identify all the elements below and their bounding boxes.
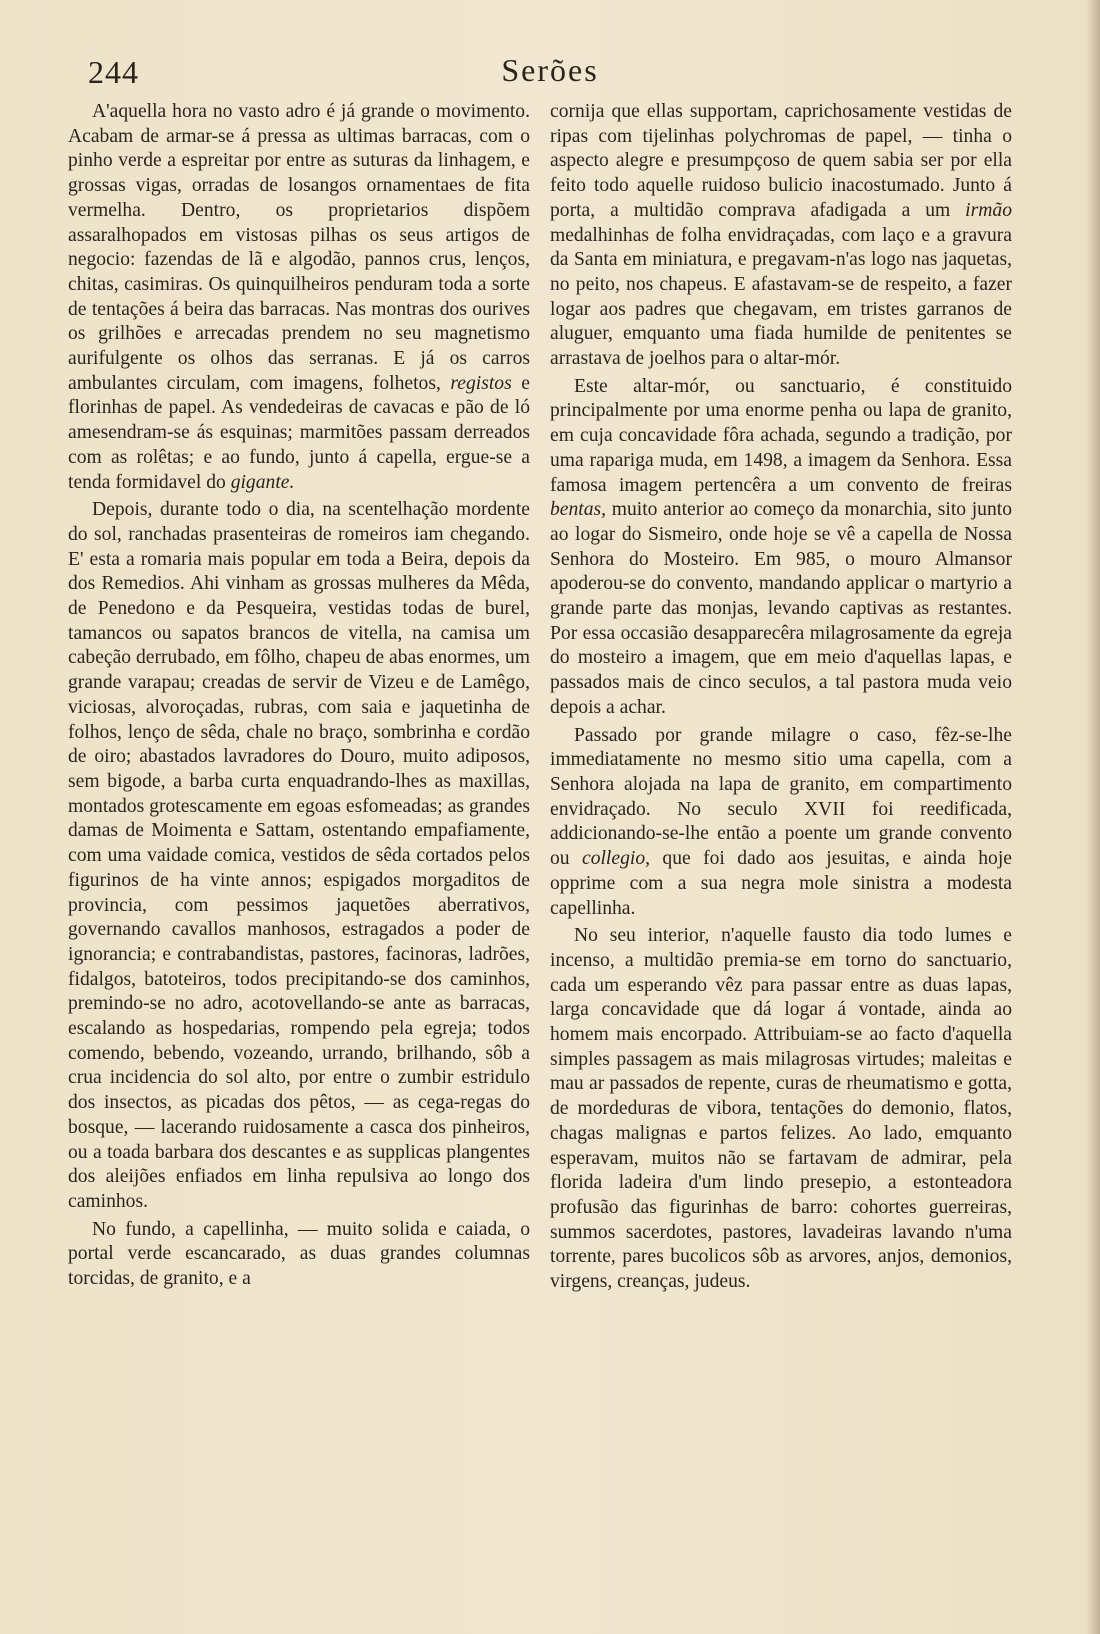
- text-run: A'aquella hora no vasto adro é já grande o movimento. Acabam de armar-se á pressa as ultimas barracas, com o pinho verde a espreitar por entre as suturas da linhagem, e grossas vigas, orradas de losangos ornamentaes de fita vermelha. Dentro, os proprietarios dispõem assaralhopados em vistosas pilhas os seus artigos de negocio: fazendas de lã e algodão, pannos crus, lenços, chitas, casimiras. Os quinquilheiros penduram toda a sorte de tentações á beira das barracas. Nas montras dos ourives os grilhões e arrecadas prendem no seu magnetismo aurifulgente os olhos das serranas. E já os carros ambulantes circulam, com imagens, folhetos,: [68, 101, 530, 394]
- paragraph: [550, 375, 1012, 721]
- text-run: Este altar-mór, ou sanctuario, é constituido principalmente por uma enorme penha ou lapa de granito, em cuja concavidade fôra achada, segundo a tradição, por uma rapariga muda, em 1498, a imagem da Senhora. Essa famosa imagem pertencêra a um convento de freiras: [550, 375, 1012, 496]
- text-run: No seu interior, n'aquelle fausto dia todo lumes e incenso, a multidão premia-se em torno do sanctuario, cada um esperando vêz para passar entre as duas lapas, larga concavidade que dá logar á vontade, ainda ao homem mais encorpado. Attribuiam-se ao facto d'aquella simples passagem as mais milagrosas virtudes; maleitas e mau ar passados de repente, curas de rheumatismo e gotta, de mordeduras de vibora, tentações do demonio, flatos, chagas malignas e partos felizes. Ao lado, emquanto esperavam, muitos não se fartavam de admirar, pela florida ladeira d'um lindo presepio, a estonteadora profusão das figurinhas de barro: cohortes guerreiras, summos sacerdotes, pastores, lavadeiras lavando n'uma torrente, pares bucolicos sôb as arvores, anjos, demonios, virgens, creanças, judeus.: [550, 925, 1012, 1293]
- page-edge-shadow: [1086, 0, 1100, 1634]
- text-run: Passado por grande milagre o caso, fêz-se-lhe immediatamente no mesmo sitio uma capella, com a Senhora alojada na lapa de granito, em compartimento envidraçado. No seculo XVII foi reedificada, addicionando-se-lhe então a poente um grande convento ou: [550, 724, 1012, 870]
- text-run: que foi dado aos jesuitas, e ainda hoje opprime com a sua negra mole sinistra a modesta capellinha.: [550, 848, 1012, 919]
- text-columns: [68, 100, 1012, 1590]
- left-column: [68, 100, 530, 1590]
- paragraph: [550, 924, 1012, 1295]
- paragraph: [550, 724, 1012, 922]
- text-run: medalhinhas de folha envidraçadas, com laço e a gravura da Santa em miniatura, e pregavam-n'as logo nas jaquetas, no peito, nos chapeus. E afastavam-se de respeito, a fazer logar aos padres que chegavam, em tristes garranos de aluguer, emquanto uma fiada humilde de penitentes se arrastava de joelhos para o altar-mór.: [550, 224, 1012, 370]
- text-run: e florinhas de papel. As vendedeiras de cavacas e pão de ló amesendram-se ás esquinas; marmitões passam derreados com as rolêtas; e ao fundo, junto á capella, ergue-se a tenda formidavel do: [68, 372, 530, 493]
- text-run: Depois, durante todo o dia, na scentelhação mordente do sol, ranchadas prasenteiras de romeiros iam chegando. E' esta a romaria mais popular em toda a Beira, depois da dos Remedios. Ahi vinham as grossas mulheres da Mêda, de Penedono e da Pesqueira, vestidas todas de burel, tamancos ou sapatos brancos de vitella, na camisa um cabeção derrubado, em fôlho, chapeu de abas enormes, um grande varapau; creadas de servir de Vizeu e de Lamêgo, viciosas, alvoroçadas, rubras, com saia e jaquetinha de folhos, lenço de sêda, chale no braço, sombrinha e cordão de oiro; abastados lavradores do Douro, muito adiposos, sem bigode, a barba curta enquadrando-lhes as maxillas, montados grotescamente em egoas esfomeadas; as grandes damas de Moimenta e Sattam, ostentando empafiamente, com uma vaidade comica, vestidos de sêda cortados pelos figurinos de ha vinte annos; espigados morgaditos de provincia, com pessimos jaquetões aberrativos, governando cavallos manhosos, estragados a poder de ignorancia; e contrabandistas, pastores, facinoras, ladrões, fidalgos, batoteiros, todos precipitando-se dos caminhos, premindo-se no adro, acotovellando-se ante as barracas, escalando as hospedarias, rompendo pela egreja; todos comendo, bebendo, vozeando, urrando, brilhando, sôb a crua incidencia do sol alto, por entre o zumbir estridulo dos insectos, as picadas dos pêtos, — as cega-regas do bosque, — lacerando ruidosamente a casca dos pinheiros, ou a toada barbara dos descantes e as supplicas plangentes dos aleijões enfiados em linha repulsiva ao longo dos caminhos.: [68, 499, 530, 1212]
- italic-text: registos: [450, 372, 512, 394]
- paragraph: [68, 100, 530, 495]
- right-column: [550, 100, 1012, 1590]
- text-run: No fundo, a capellinha, — muito solida e caiada, o portal verde escancarado, as duas grandes columnas torcidas, de granito, e a: [68, 1218, 530, 1290]
- paragraph: [550, 100, 1012, 372]
- text-run: cornija que ellas supportam, caprichosamente vestidas de ripas com tijelinhas polychromas de papel, — tinha o aspecto alegre e presumpçoso de quem sabia ser por ella feito todo aquelle ruidoso bulicio inacostumado. Junto á porta, a multidão comprava afadigada a um: [550, 101, 1012, 221]
- running-title: Serões: [501, 52, 599, 88]
- italic-text: gigante.: [230, 471, 295, 493]
- paragraph: [68, 1218, 530, 1292]
- text-run: muito anterior ao começo da monarchia, sito junto ao logar do Sismeiro, onde hoje se vê a capella de Nossa Senhora do Mosteiro. Em 985, o mouro Almansor apoderou-se do convento, mandando applicar o martyrio a grande parte das monjas, levando captivas as restantes. Por essa occasião desapparecêra milagrosamente da egreja do mosteiro a imagem, que em meio d'aquellas lapas, e passados mais de cinco seculos, a tal pastora muda veio depois a achar.: [550, 499, 1012, 718]
- italic-text: irmão: [965, 199, 1012, 221]
- paragraph: [68, 498, 530, 1214]
- italic-text: collegio,: [582, 848, 651, 870]
- page-number: 244: [88, 54, 139, 90]
- italic-text: bentas,: [550, 499, 607, 521]
